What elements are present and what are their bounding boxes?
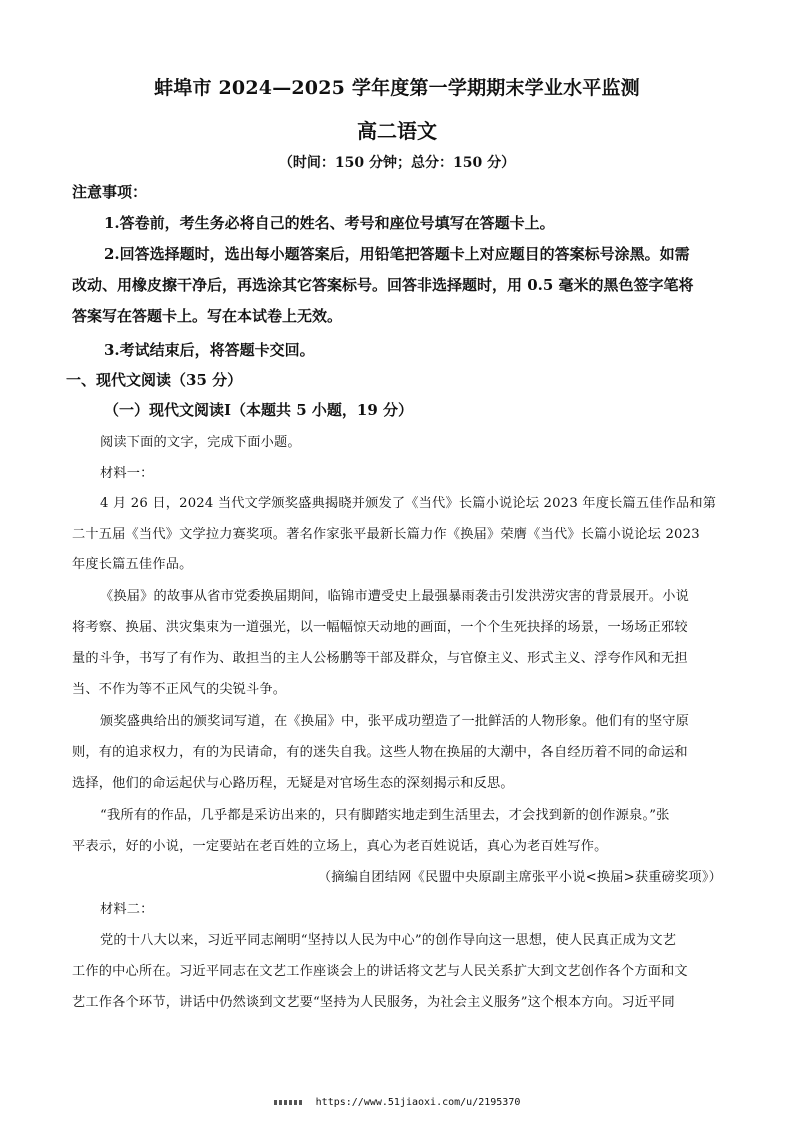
notice-item-2-line-3: 答案写在答题卡上。写在本试卷上无效。 bbox=[72, 307, 343, 325]
notice-item-2-line-2: 改动、用橡皮擦干净后，再选涂其它答案标号。回答非选择题时，用 0.5 毫米的黑色签字笔将 bbox=[72, 276, 694, 294]
paragraph-line: 量的斗争，书写了有作为、敢担当的主人公杨鹏等干部及群众，与官僚主义、形式主义、浮夸作风和无担 bbox=[72, 651, 688, 666]
paragraph-line: “我所有的作品，几乎都是采访出来的，只有脚踏实地走到生活里去，才会找到新的创作源泉。”张 bbox=[100, 808, 670, 823]
paragraph-line: 平表示，好的小说，一定要站在老百姓的立场上，真心为老百姓说话，真心为老百姓写作。 bbox=[72, 839, 608, 854]
paragraph-line: 4 月 26 日，2024 当代文学颁奖盛典揭晓并颁发了《当代》长篇小说论坛 2023 年度长篇五佳作品和第 bbox=[100, 496, 717, 511]
material-1-source: （摘编自团结网《民盟中央原副主席张平小说<换届>获重磅奖项》） bbox=[317, 870, 722, 885]
paragraph-line: 二十五届《当代》文学拉力赛奖项。著名作家张平最新长篇力作《换届》荣膺《当代》长篇小说论坛 2023 bbox=[72, 527, 700, 542]
paragraph-line: 则，有的追求权力，有的为民请命，有的迷失自我。这些人物在换届的大潮中，各自经历着不同的命运和 bbox=[72, 745, 688, 760]
paragraph-line: 当、不作为等不正风气的尖锐斗争。 bbox=[72, 682, 287, 697]
subject-title: 高二语文 bbox=[357, 119, 437, 143]
watermark-icon bbox=[274, 1100, 304, 1105]
footer-url-link[interactable]: https://www.51jiaoxi.com/u/2195370 bbox=[315, 1097, 521, 1108]
section-heading: 一、现代文阅读（35 分） bbox=[66, 371, 243, 389]
notice-item-1: 1.答卷前，考生务必将自己的姓名、考号和座位号填写在答题卡上。 bbox=[104, 214, 555, 232]
paragraph-line: 颁奖盛典给出的颁奖词写道，在《换届》中，张平成功塑造了一批鲜活的人物形象。他们有的坚守原 bbox=[100, 714, 690, 729]
paragraph-line: 党的十八大以来，习近平同志阐明“坚持以人民为中心”的创作导向这一思想，使人民真正成为文艺 bbox=[100, 933, 677, 948]
reading-instruction: 阅读下面的文字，完成下面小题。 bbox=[100, 435, 301, 450]
notice-item-2-line-1: 2.回答选择题时，选出每小题答案后，用铅笔把答题卡上对应题目的答案标号涂黑。如需 bbox=[104, 245, 690, 263]
notice-item-3: 3.考试结束后，将答题卡交回。 bbox=[104, 341, 315, 359]
subsection-heading: （一）现代文阅读Ⅰ（本题共 5 小题，19 分） bbox=[104, 401, 413, 419]
footer bbox=[0, 1097, 794, 1108]
exam-title: 蚌埠市 2024—2025 学年度第一学期期末学业水平监测 bbox=[154, 77, 640, 99]
material-2-label: 材料二： bbox=[100, 902, 154, 917]
paragraph-line: 年度长篇五佳作品。 bbox=[72, 557, 193, 572]
exam-info: （时间：150 分钟；总分：150 分） bbox=[278, 155, 516, 171]
paragraph-line: 选择，他们的命运起伏与心路历程，无疑是对官场生态的深刻揭示和反思。 bbox=[72, 776, 514, 791]
paragraph-line: 将考察、换届、洪灾集束为一道强光，以一幅幅惊天动地的画面，一个个生死抉择的场景，一场场正邪较 bbox=[72, 620, 688, 635]
paragraph-line: 艺工作各个环节，讲话中仍然谈到文艺要“坚持为人民服务，为社会主义服务”这个根本方向。习近平同 bbox=[72, 995, 675, 1010]
paragraph-line: 工作的中心所在。习近平同志在文艺工作座谈会上的讲话将文艺与人民关系扩大到文艺创作各个方面和文 bbox=[72, 964, 688, 979]
paragraph-line: 《换届》的故事从省市党委换届期间，临锦市遭受史上最强暴雨袭击引发洪涝灾害的背景展开。小说 bbox=[100, 589, 690, 604]
material-1-label: 材料一： bbox=[100, 466, 154, 481]
notice-heading: 注意事项： bbox=[72, 183, 148, 201]
